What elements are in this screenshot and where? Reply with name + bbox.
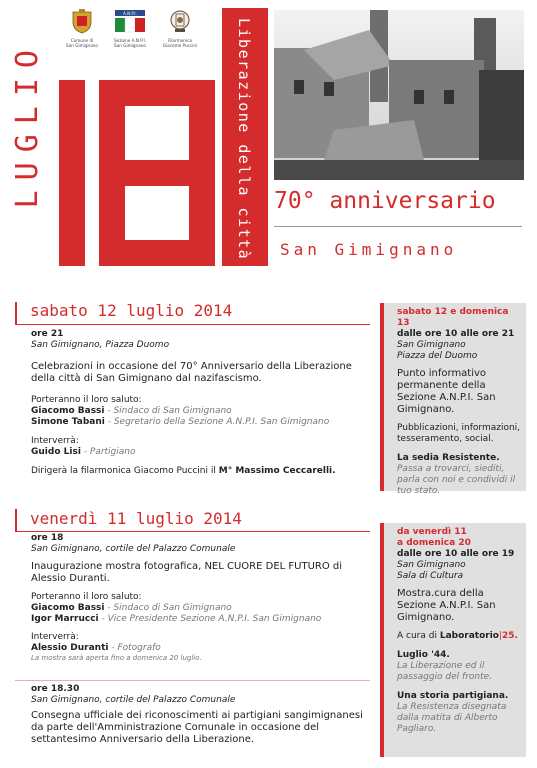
panel1-desc: Punto informativo permanente della Sezione A.N.P.I. San Gimignano. [397,368,496,415]
anpi-banner: A.N.P.I. [123,11,137,16]
day-number-graphic [55,80,215,270]
event1-speaker: Guido Lisi - Partigiano [31,447,136,457]
comune-line1: Comune di [70,38,94,43]
anpi-line2: San Gimignano [114,43,146,48]
filarmonica-emblem-icon [169,8,191,34]
sponsor-logos [62,8,202,68]
anpi-line1: Sezione A.N.P.I. [113,38,147,43]
event1-desc: Celebrazioni in occasione del 70° Anniversario della Liberazione della città di San Gimignano dal nazifascismo. [31,361,352,384]
comune-crest-icon [71,8,93,34]
panel2-dates2: a domenica 20 [397,538,471,548]
comune-logo [62,8,102,48]
event1-place: San Gimignano, Piazza Duomo [31,340,170,350]
panel1-sub: Pubblicazioni, informazioni, tesseramento, social. [397,423,521,444]
panel2-italic2: La Resistenza disegnata dalla matita di Alberto Pagliaro. [397,702,507,734]
panel2-hours: dalle ore 10 alle ore 19 [397,549,515,559]
event1-body [31,329,371,477]
info-panel-2 [380,523,526,757]
filarmonica-line2: Giacomo Puccini [162,43,198,48]
event2-greet2: Igor Marrucci - Vice Presidente Sezione A.N.P.I. San Gimignano [31,614,322,624]
event1-rule [15,324,370,325]
event2-greet1: Giacomo Bassi - Sindaco di San Gimignano [31,603,232,613]
event1-marker [15,302,17,324]
anpi-flag-icon [115,8,145,34]
band-text: Liberazione della città di [235,18,253,292]
panel2-title2: Una storia partigiana. [397,691,509,701]
event1-greetings-label: Porteranno il loro saluto: [31,395,142,405]
panel1-italic: Passa a trovarci, siediti, parla con noi e condividi il tuo stato. [397,464,516,496]
filarmonica-line1: Filarmonica [168,38,192,43]
event1-speaker-label: Interverrà: [31,436,79,446]
event2-place: San Gimignano, cortile del Palazzo Comunale [31,544,236,554]
month-vertical: LUGLIO [10,40,45,209]
event2-body [31,533,371,663]
comune-line2: San Gimignano [66,43,98,48]
event2-desc2: Consegna ufficiale dei riconoscimenti ai partigiani sangimignanesi da parte dell'Amministrazione Comunale in occasione del settantesimo Anniversario della Liberazione. [31,710,363,745]
event2-speaker: Alessio Duranti - Fotografo [31,643,161,653]
anpi-logo [110,8,150,48]
panel2-title1: Luglio '44. [397,650,450,660]
panel2-content [397,527,522,735]
panel2-desc: Mostra.cura della Sezione A.N.P.I. San Gimignano. [397,588,496,623]
event2-rule [15,531,370,532]
event1-time: ore 21 [31,329,64,339]
panel2-italic1: La Liberazione ed il passaggio del fronte. [397,661,493,682]
event2-note: La mostra sarà aperta fino a domenica 20 luglio. [31,654,202,662]
filarmonica-logo [160,8,200,48]
panel2-curated: A cura di Laboratorio|25. [397,631,518,641]
liberation-band [222,8,268,292]
panel2-dates1: da venerdì 11 [397,527,467,537]
event1-greet2: Simone Tabani - Segretario della Sezione A.N.P.I. San Gimignano [31,417,330,427]
panel1-accent [380,303,384,491]
city-title: San Gimignano [280,240,458,259]
event2-speaker-label: Interverrà: [31,632,79,642]
event2-date: venerdì 11 luglio 2014 [30,509,242,528]
event2-body-2 [31,684,371,746]
event2-place2: San Gimignano, cortile del Palazzo Comunale [31,695,236,705]
panel1-hours: dalle ore 10 alle ore 21 [397,329,515,339]
event2-greetings-label: Porteranno il loro saluto: [31,592,142,602]
panel1-dates: sabato 12 e domenica 13 [397,307,509,328]
event1-music: Dirigerà la filarmonica Giacomo Puccini il M° Massimo Ceccarelli. [31,466,336,476]
info-panel-1 [380,303,526,496]
panel1-place1: San Gimignano [397,340,466,350]
header-divider [274,226,522,227]
historic-photo [274,10,524,180]
panel1-content [397,307,522,497]
event2-marker [15,509,17,531]
anniversary-title: 70° anniversario [274,188,496,214]
panel2-place1: San Gimignano [397,560,466,570]
panel2-accent [380,523,384,757]
event2-desc: Inaugurazione mostra fotografica, NEL CUORE DEL FUTURO di Alessio Duranti. [31,561,343,584]
panel1-title: La sedia Resistente. [397,453,500,463]
event1-greet1: Giacomo Bassi - Sindaco di San Gimignano [31,406,232,416]
panel1-place2: Piazza del Duomo [397,351,478,361]
panel2-place2: Sala di Cultura [397,571,464,581]
event2-sub-rule [15,680,370,681]
event2-time: ore 18 [31,533,64,543]
event2-time2: ore 18.30 [31,684,80,694]
event1-date: sabato 12 luglio 2014 [30,301,233,320]
